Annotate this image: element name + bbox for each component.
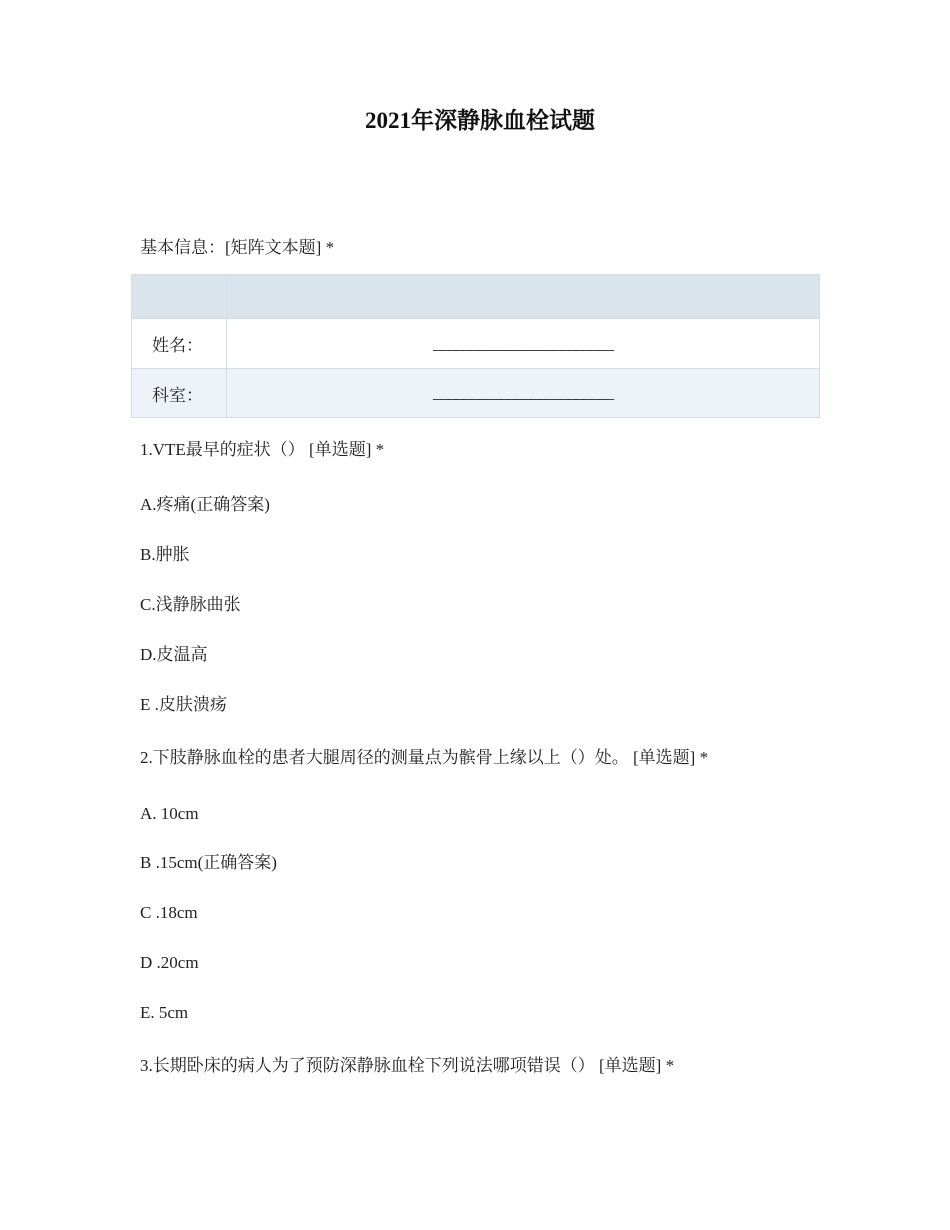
name-label: 姓名：	[132, 319, 227, 369]
table-header-cell	[227, 275, 820, 319]
basic-info-table	[131, 274, 820, 418]
question-2-option-b[interactable]: B .15cm(正确答案)	[140, 853, 277, 872]
table-header-row	[132, 275, 820, 319]
document-title: 2021年深静脉血栓试题	[365, 108, 595, 133]
question-2-option-e[interactable]: E. 5cm	[140, 1003, 189, 1022]
department-label: 科室：	[132, 369, 227, 418]
department-field[interactable]: ________________________	[227, 369, 820, 418]
question-2-stem: 2.下肢静脉血栓的患者大腿周径的测量点为髌骨上缘以上（）处。 [单选题] *	[140, 748, 709, 767]
question-2-option-c[interactable]: C .18cm	[140, 903, 198, 922]
question-1-stem: 1.VTE最早的症状（） [单选题] *	[140, 440, 385, 459]
question-1-option-e[interactable]: E .皮肤溃疡	[140, 695, 227, 714]
table-row	[132, 369, 820, 418]
question-3-stem: 3.长期卧床的病人为了预防深静脉血栓下列说法哪项错误（） [单选题] *	[140, 1056, 675, 1075]
question-2-option-a[interactable]: A. 10cm	[140, 804, 199, 823]
question-1-option-d[interactable]: D.皮温高	[140, 645, 208, 664]
table-header-cell	[132, 275, 227, 319]
question-1-option-c[interactable]: C.浅静脉曲张	[140, 595, 241, 614]
question-1-option-a[interactable]: A.疼痛(正确答案)	[140, 495, 270, 514]
question-2-option-d[interactable]: D .20cm	[140, 953, 199, 972]
question-1-option-b[interactable]: B.肿胀	[140, 545, 190, 564]
basic-info-label: 基本信息：[矩阵文本题] *	[140, 238, 335, 257]
name-field[interactable]: ________________________	[227, 319, 820, 369]
table-row	[132, 319, 820, 369]
